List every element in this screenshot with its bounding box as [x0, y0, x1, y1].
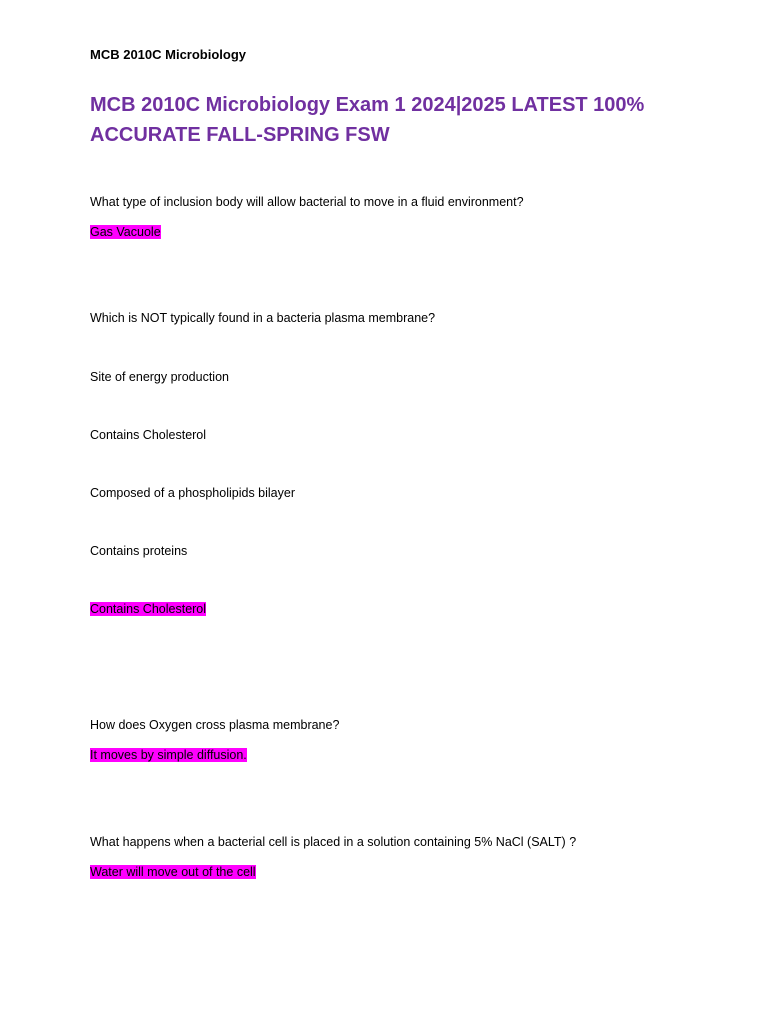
answer-4-line	[90, 863, 256, 881]
question-2: Which is NOT typically found in a bacteria plasma membrane?	[90, 311, 436, 325]
question-1: What type of inclusion body will allow bacterial to move in a fluid environment?	[90, 195, 524, 209]
answer-2-line	[90, 600, 206, 618]
question-2-option-3: Composed of a phospholipids bilayer	[90, 486, 295, 500]
question-4: What happens when a bacterial cell is placed in a solution containing 5% NaCl (SALT) ?	[90, 835, 577, 849]
question-2-option-1: Site of energy production	[90, 370, 229, 384]
question-2-option-2: Contains Cholesterol	[90, 428, 207, 442]
answer-3-line	[90, 746, 247, 764]
answer-2: Contains Cholesterol	[90, 602, 207, 616]
answer-4: Water will move out of the cell	[90, 865, 256, 879]
document-title: MCB 2010C Microbiology Exam 1 2024|2025 LATEST 100% ACCURATE FALL-SPRING FSW	[90, 94, 645, 146]
answer-3: It moves by simple diffusion.	[90, 748, 247, 762]
question-2-option-4: Contains proteins	[90, 544, 188, 558]
answer-1-line	[90, 223, 161, 241]
page-header: MCB 2010C Microbiology	[90, 47, 247, 62]
question-3: How does Oxygen cross plasma membrane?	[90, 718, 340, 732]
answer-1: Gas Vacuole	[90, 225, 161, 239]
